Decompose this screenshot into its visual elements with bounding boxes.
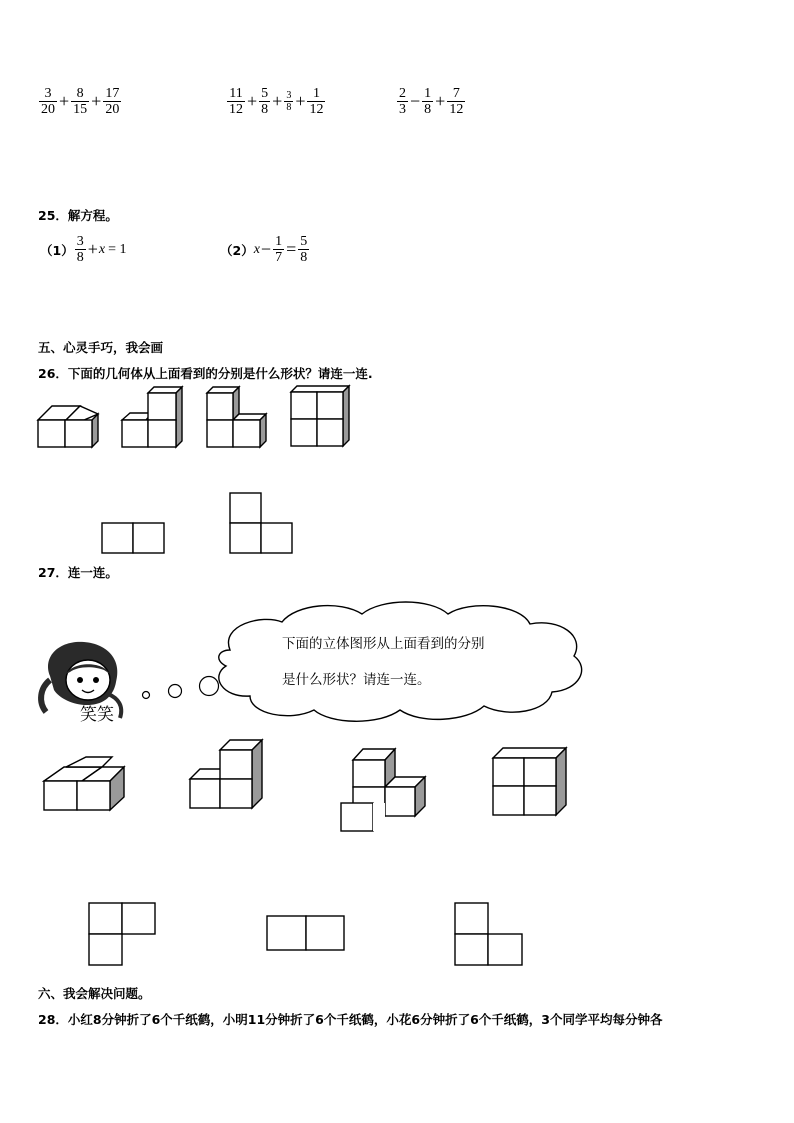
fraction: $\frac{1}{12}$ — [309, 86, 324, 117]
solid-figure-d — [493, 748, 566, 815]
fraction: $\frac{1}{7}$ — [275, 234, 283, 265]
top-view-l-reversed — [89, 903, 155, 965]
expression-3: $\frac{2}{3}$ − $\frac{1}{8}$ + $\frac{7}{12}$ — [399, 86, 464, 117]
fraction: $\frac{3}{8}$ — [286, 90, 292, 113]
fraction: $\frac{2}{3}$ — [399, 86, 406, 117]
q28-text: 28．小红8分钟折了6个千纸鹤，小明11分钟折了6个千纸鹤，小花6分钟折了6个千纸鹤，3个同学平均每分钟各 — [38, 1012, 663, 1027]
fraction: $\frac{1}{8}$ — [424, 86, 432, 117]
q26-heading: 26．下面的几何体从上面看到的分别是什么形状？请连一连. — [38, 366, 373, 381]
girl-caption: 笑笑 — [80, 705, 114, 725]
fraction: $\frac{8}{15}$ — [73, 86, 88, 117]
solid-figure-c — [341, 749, 425, 831]
q25-heading: 25．解方程。 — [38, 208, 118, 223]
fraction: $\frac{7}{12}$ — [449, 86, 464, 117]
solid-figure-b — [190, 740, 262, 808]
fraction: $\frac{5}{8}$ — [261, 86, 269, 117]
solid-figure-a — [44, 757, 124, 810]
section-6-heading: 六、我会解决问题。 — [38, 986, 151, 1001]
top-view-l-shape — [455, 903, 522, 965]
cloud-text-line1: 下面的立体图形从上面看到的分别 — [282, 636, 485, 652]
section-5-heading: 五、心灵手巧，我会画 — [38, 340, 164, 355]
q27-heading: 27．连一连。 — [38, 565, 118, 580]
equation-1: （1） $\frac{3}{8}$ + x = 1 — [40, 234, 127, 265]
fraction: $\frac{17}{20}$ — [105, 86, 120, 117]
expression-1: $\frac{3}{20}$ + $\frac{8}{15}$ + $\frac{17}{20}$ — [41, 86, 120, 117]
fraction: $\frac{3}{20}$ — [41, 86, 55, 117]
fraction: $\frac{3}{8}$ — [76, 234, 84, 265]
fraction: $\frac{5}{8}$ — [300, 234, 308, 265]
expression-2: $\frac{11}{12}$ + $\frac{5}{8}$ + $\frac{3}{8}$ + $\frac{1}{12}$ — [229, 86, 324, 117]
equation-2: （2） x − $\frac{1}{7}$ = $\frac{5}{8}$ — [220, 234, 308, 265]
cloud-text-line2: 是什么形状？请连一连。 — [282, 672, 431, 688]
fraction: $\frac{11}{12}$ — [229, 86, 243, 117]
top-view-two-squares — [267, 916, 344, 950]
